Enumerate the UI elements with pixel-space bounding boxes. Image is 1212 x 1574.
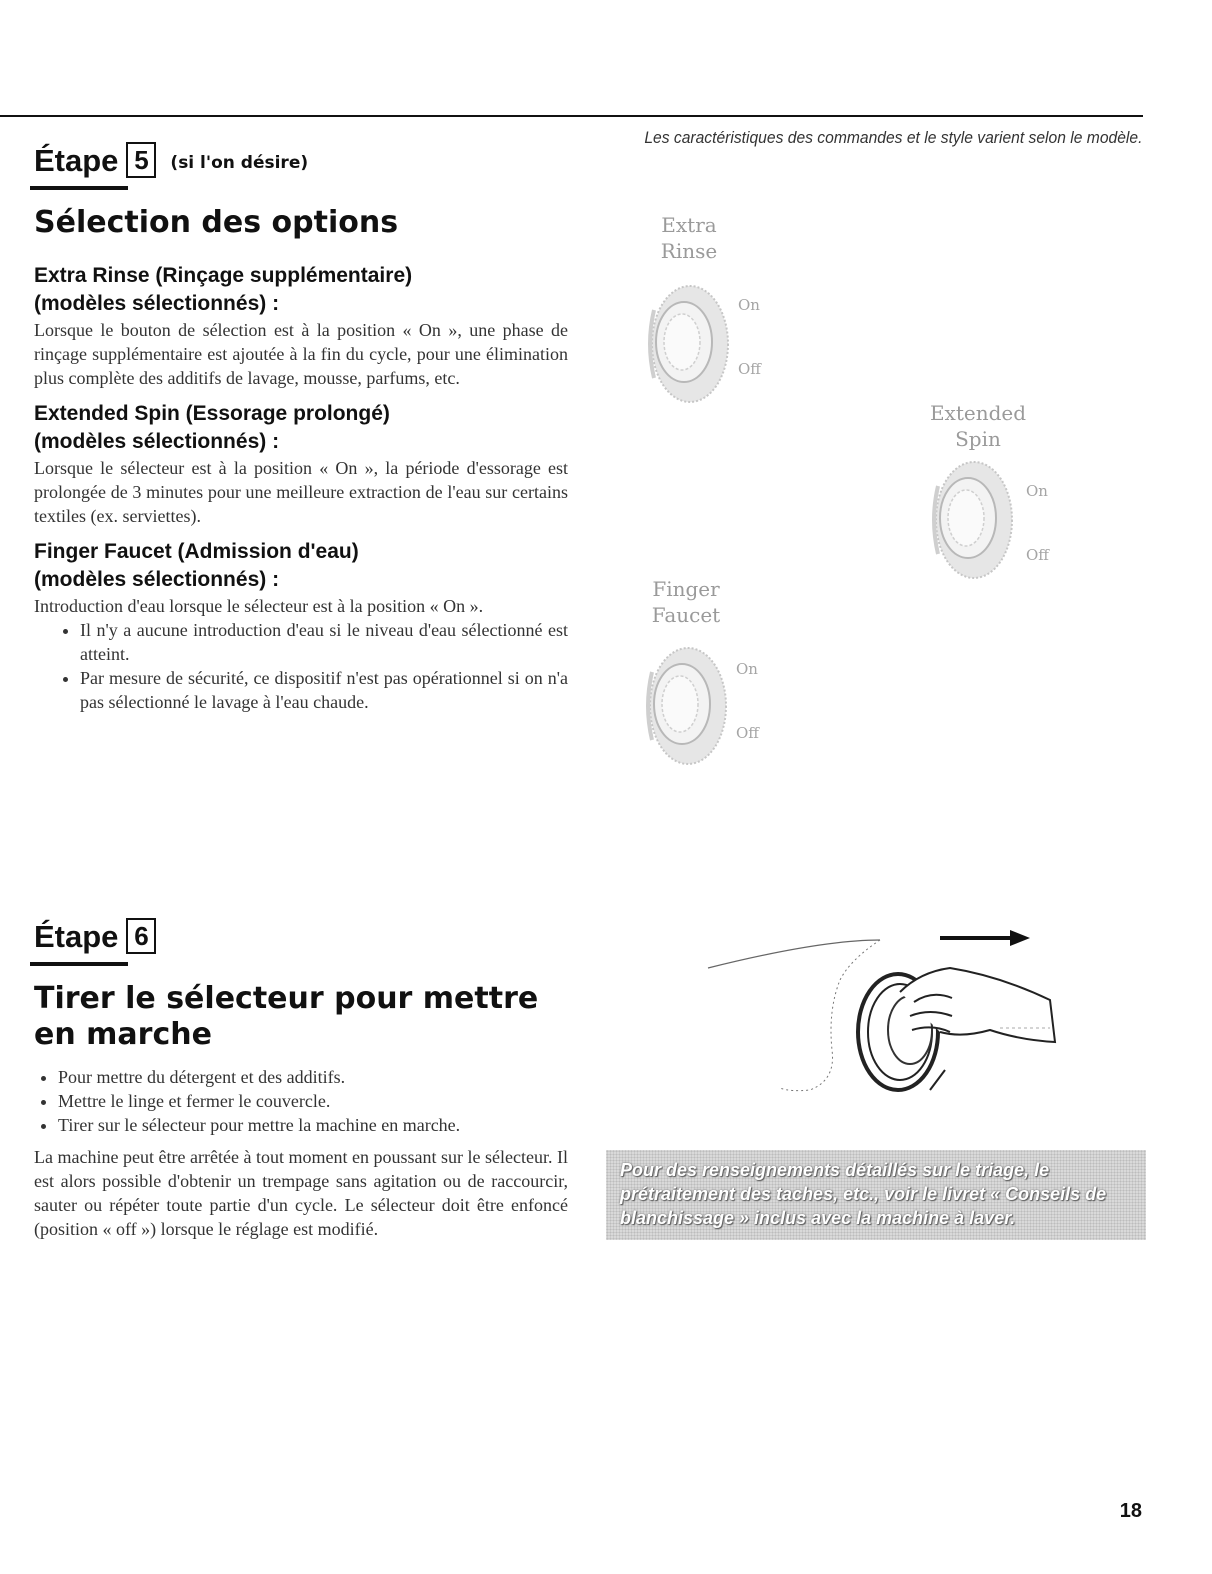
section-extended-spin (34, 400, 568, 528)
knob-label-line: Finger (652, 577, 720, 601)
step6-number: 6 (126, 918, 156, 954)
laundry-tips-box (606, 1150, 1146, 1240)
knob-off-label: Off (738, 360, 761, 378)
knob-off-label: Off (736, 724, 759, 742)
page-number: 18 (1119, 1500, 1142, 1522)
finger-faucet-bullets (34, 618, 568, 714)
extended-spin-heading: Extended Spin (Essorage prolongé) (34, 402, 390, 425)
extra-rinse-body: Lorsque le bouton de sélection est à la position « On », une phase de rinçage supplémentaire est ajoutée à la fin du cycle, pour une élimination plus complète des additifs de lavage, mousse, parfums, etc. (34, 320, 568, 388)
knob-label-line: Extended (929, 401, 1027, 425)
step6-title-line: en marche (34, 1017, 212, 1052)
knob-label-line: Spin (955, 427, 1001, 451)
extended-spin-body: Lorsque le sélecteur est à la position « On », la période d'essorage est prolongée de 3 minutes pour une meilleure extraction de l'eau sur certains textiles (ex. serviettes). (34, 458, 568, 526)
knob-extra-rinse-label (630, 212, 748, 264)
step6-heading (34, 918, 156, 955)
knob-on-label: On (736, 660, 758, 678)
section-finger-faucet (34, 538, 568, 714)
step6-title-line: Tirer le sélecteur pour mettre (34, 981, 539, 1016)
extended-spin-subheading: (modèles sélectionnés) : (34, 430, 280, 453)
list-item: • Par mesure de sécurité, ce dispositif n'est pas opérationnel si on n'a pas sélectionné le lavage à l'eau chaude. (80, 666, 568, 714)
list-item: • Tirer sur le sélecteur pour mettre la machine en marche. (58, 1113, 574, 1137)
selector-knob-icon (642, 642, 742, 772)
finger-faucet-body: Introduction d'eau lorsque le sélecteur est à la position « On ». (34, 596, 484, 616)
extra-rinse-subheading: (modèles sélectionnés) : (34, 292, 280, 315)
step5-label: Étape (34, 143, 119, 178)
list-item: • Il n'y a aucune introduction d'eau si le niveau d'eau sélectionné est atteint. (80, 618, 568, 666)
knob-extended-spin-label (918, 400, 1038, 452)
step6-underline (30, 962, 128, 966)
knob-label-line: Extra (661, 213, 717, 237)
knob-label-line: Rinse (660, 239, 718, 263)
knob-on-label: On (1026, 482, 1048, 500)
knob-extra-rinse (630, 212, 770, 412)
knob-off-label: Off (1026, 546, 1049, 564)
knob-finger-faucet (630, 576, 770, 776)
hand-pulling-knob-icon (700, 920, 1080, 1100)
step5-optional: (si l'on désire) (170, 153, 309, 173)
step5-underline (30, 186, 128, 190)
knob-on-label: On (738, 296, 760, 314)
step6-label: Étape (34, 919, 119, 954)
selector-knob-icon (928, 456, 1028, 586)
model-note: Les caractéristiques des commandes et le style varient selon le modèle. (643, 128, 1142, 147)
selector-knob-icon (644, 280, 744, 410)
step5-title: Sélection des options (34, 205, 399, 240)
list-item: • Mettre le linge et fermer le couvercle. (58, 1089, 574, 1113)
finger-faucet-subheading: (modèles sélectionnés) : (34, 568, 280, 591)
knob-finger-faucet-label (630, 576, 742, 628)
step6-title (34, 981, 594, 1053)
step5-number: 5 (126, 142, 156, 178)
step5-heading (34, 142, 308, 179)
finger-faucet-heading: Finger Faucet (Admission d'eau) (34, 540, 359, 563)
step6-body: La machine peut être arrêtée à tout moment en poussant sur le sélecteur. Il est alors possible d'obtenir un trempage sans agitation ou de raccourcir, sauter ou répéter toute partie d'un cycle. Le sélecteur doit être enfoncé (position « off ») lorsque le réglage est modifié. (34, 1147, 568, 1239)
knob-label-line: Faucet (651, 603, 721, 627)
step5-sections (34, 262, 568, 714)
section-extra-rinse (34, 262, 568, 390)
step6-bullets (34, 1065, 574, 1137)
header-rule (0, 115, 1143, 117)
list-item: • Pour mettre du détergent et des additifs. (58, 1065, 574, 1089)
knob-extended-spin (918, 400, 1078, 600)
extra-rinse-heading: Extra Rinse (Rinçage supplémentaire) (34, 264, 413, 287)
step6-content (34, 1065, 574, 1241)
laundry-tips-text: Pour des renseignements détaillés sur le triage, le prétraitement des taches, etc., voir le livret « Conseils de blanchissage » inclus avec la machine à laver. (620, 1160, 1107, 1228)
